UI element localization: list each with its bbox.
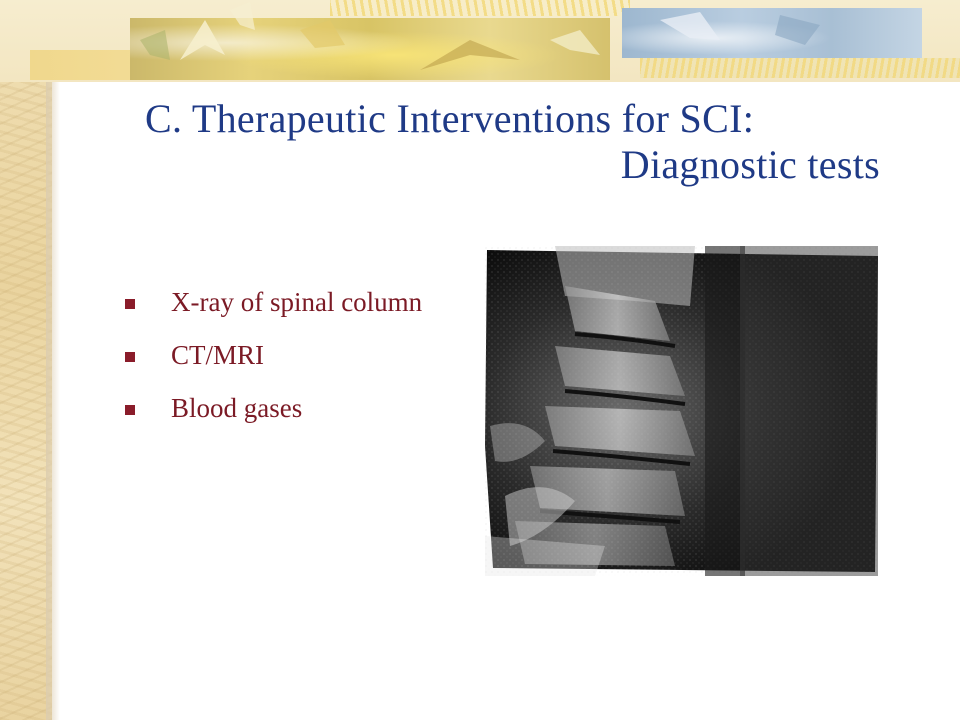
slide-title (145, 96, 885, 188)
square-bullet-icon (125, 352, 135, 362)
square-bullet-icon (125, 405, 135, 415)
left-decorative-strip (0, 0, 52, 720)
title-line-1: C. Therapeutic Interventions for SCI: (145, 96, 755, 141)
title-line-2: Diagnostic tests (620, 142, 880, 187)
bullet-item (124, 339, 424, 372)
bullet-list (124, 286, 424, 445)
bullet-text: Blood gases (171, 392, 303, 423)
bullet-item (124, 392, 424, 425)
leaf-pattern-icon (0, 0, 960, 82)
top-decorative-banner (0, 0, 960, 82)
bullet-item (124, 286, 424, 319)
square-bullet-icon (125, 299, 135, 309)
bullet-text: X-ray of spinal column (171, 287, 423, 317)
bullet-text: CT/MRI (171, 339, 265, 370)
xray-spine-image (485, 246, 878, 576)
left-strip-shadow (46, 80, 60, 720)
xray-spine-icon (485, 246, 878, 576)
